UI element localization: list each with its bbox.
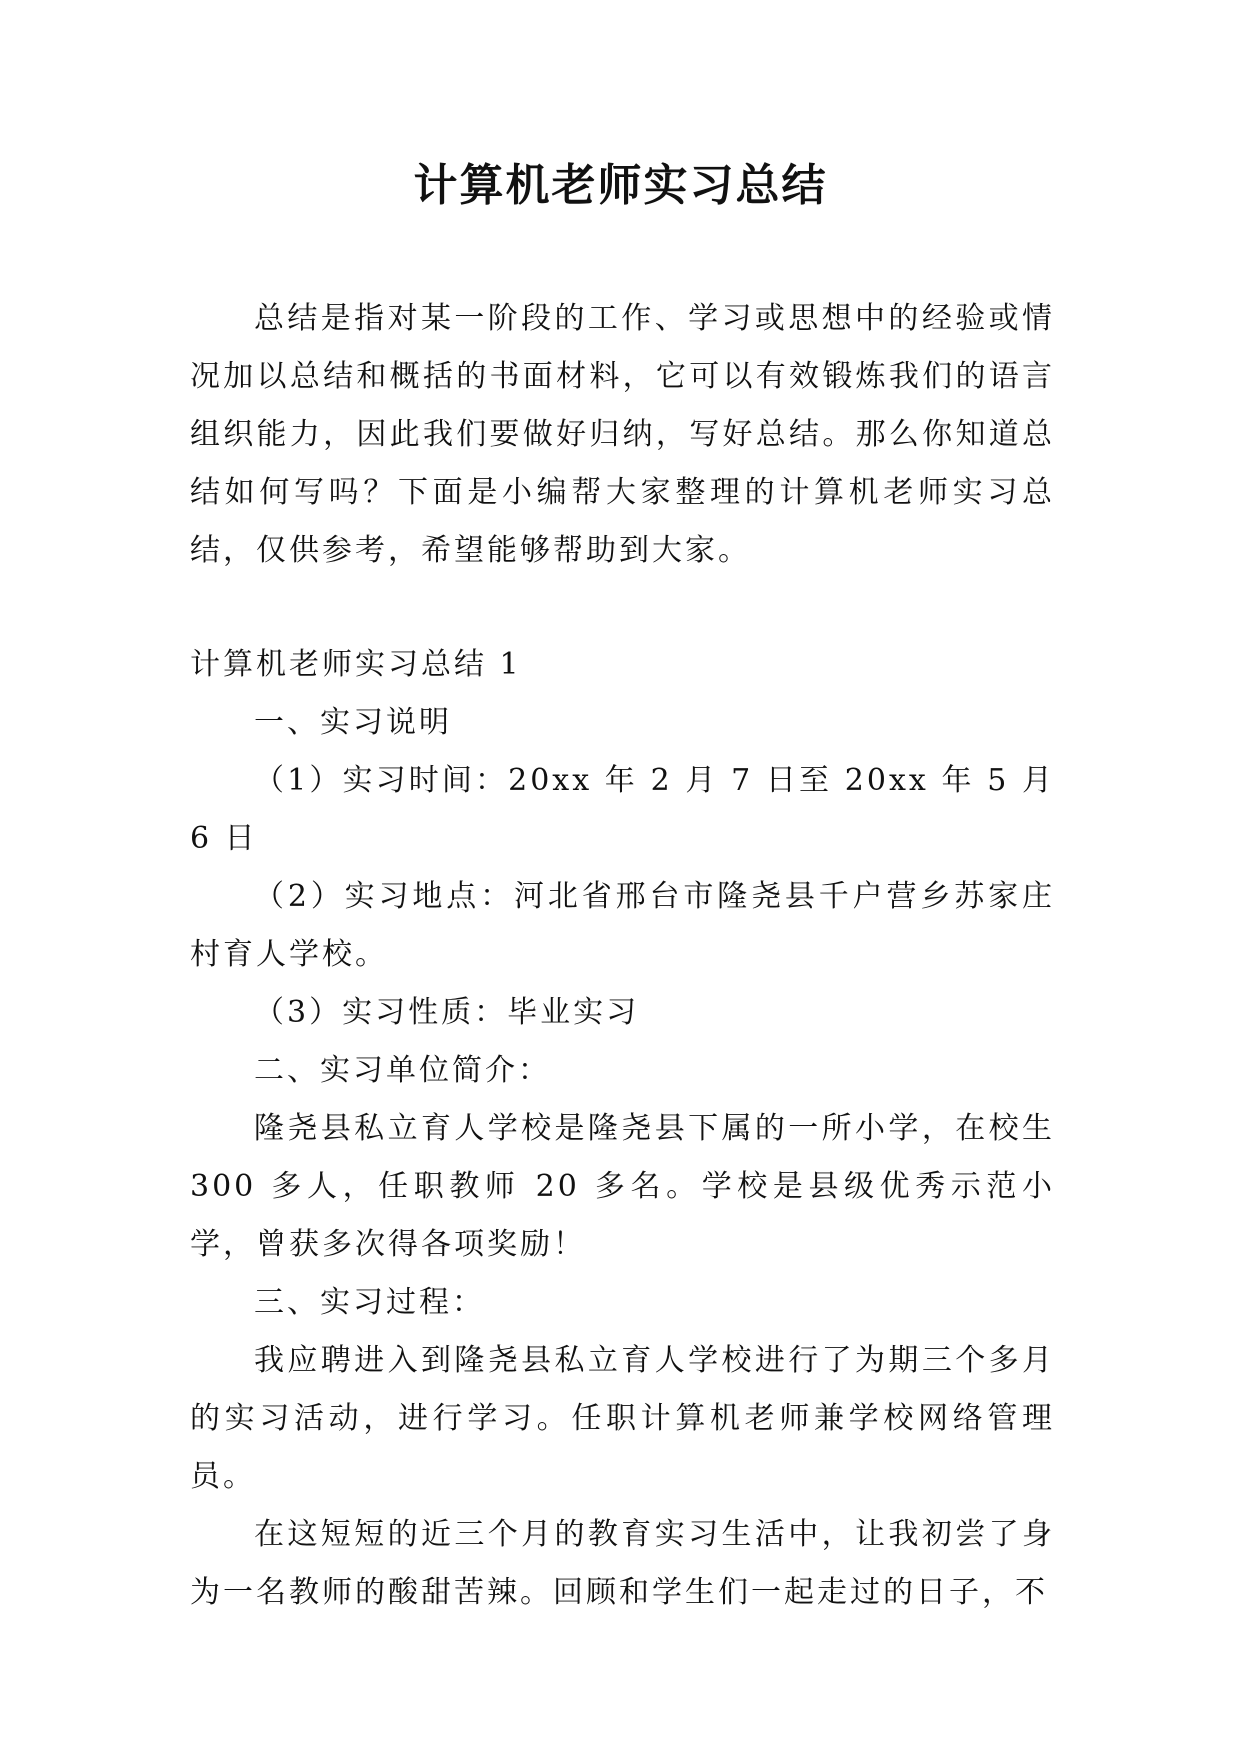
document-title: 计算机老师实习总结 bbox=[413, 160, 828, 211]
document-body bbox=[190, 290, 1055, 1622]
subheading-internship-process: 三、实习过程： bbox=[254, 1285, 485, 1320]
experience-paragraph: 在这短短的近三个月的教育实习生活中，让我初尝了身为一名教师的酸甜苦辣。回顾和学生们一起走过的日子，不 bbox=[190, 1517, 1055, 1610]
internship-location: （2）实习地点：河北省邢台市隆尧县千户营乡苏家庄村育人学校。 bbox=[190, 879, 1055, 972]
internship-nature: （3）实习性质：毕业实习 bbox=[254, 995, 640, 1030]
internship-time: （1）实习时间：20xx 年 2 月 7 日至 20xx 年 5 月 6 日 bbox=[190, 763, 1055, 856]
subheading-internship-description: 一、实习说明 bbox=[254, 705, 452, 740]
intro-paragraph: 总结是指对某一阶段的工作、学习或思想中的经验或情况加以总结和概括的书面材料，它可以有效锻炼我们的语言组织能力，因此我们要做好归纳，写好总结。那么你知道总结如何写吗？下面是小编帮大家整理的计算机老师实习总结，仅供参考，希望能够帮助到大家。 bbox=[190, 301, 1055, 568]
process-paragraph: 我应聘进入到隆尧县私立育人学校进行了为期三个多月的实习活动，进行学习。任职计算机老师兼学校网络管理员。 bbox=[190, 1343, 1055, 1494]
unit-introduction-paragraph: 隆尧县私立育人学校是隆尧县下属的一所小学，在校生 300 多人，任职教师 20 多名。学校是县级优秀示范小学，曾获多次得各项奖励！ bbox=[190, 1111, 1055, 1262]
section-heading: 计算机老师实习总结 1 bbox=[190, 647, 522, 682]
subheading-unit-introduction: 二、实习单位简介： bbox=[254, 1053, 551, 1088]
